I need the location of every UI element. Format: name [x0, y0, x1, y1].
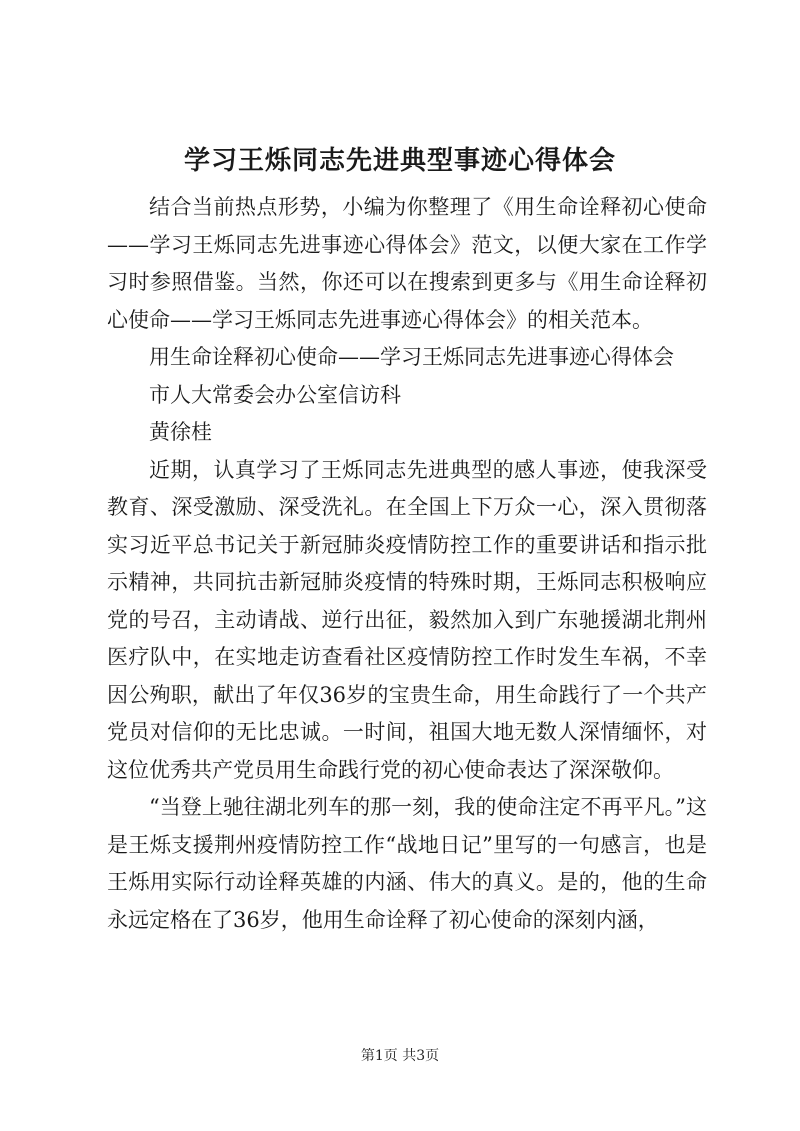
- document-title: 学习王烁同志先进典型事迹心得体会: [183, 146, 616, 176]
- paragraph-subtitle: 用生命诠释初心使命——学习王烁同志先进事迹心得体会: [149, 345, 674, 369]
- document-body: [107, 189, 707, 939]
- paragraph-department: 市人大常委会办公室信访科: [149, 382, 401, 407]
- paragraph-author: 黄徐桂: [149, 420, 212, 444]
- paragraph-intro: 结合当前热点形势，小编为你整理了《用生命诠释初心使命——学习王烁同志先进事迹心得体会》范文，以便大家在工作学习时参照借鉴。当然，你还可以在搜索到更多与《用生命诠释初心使命——学习王烁同志先进事迹心得体会》的相关范本。: [107, 195, 707, 332]
- paragraph-main-2: “当登上驰往湖北列车的那一刻，我的使命注定不再平凡。”这是王烁支援荆州疫情防控工作“战地日记”里写的一句感言，也是王烁用实际行动诠释英雄的内涵、伟大的真义。是的，他的生命永远定格在了36岁，他用生命诠释了初心使命的深刻内涵，: [107, 795, 707, 932]
- paragraph-main-1: 近期，认真学习了王烁同志先进典型的感人事迹，使我深受教育、深受激励、深受洗礼。在全国上下万众一心，深入贯彻落实习近平总书记关于新冠肺炎疫情防控工作的重要讲话和指示批示精神，共同抗击新冠肺炎疫情的特殊时期，王烁同志积极响应党的号召，主动请战、逆行出征，毅然加入到广东驰援湖北荆州医疗队中，在实地走访查看社区疫情防控工作时发生车祸，不幸因公殉职，献出了年仅36岁的宝贵生命，用生命践行了一个共产党员对信仰的无比忠诚。一时间，祖国大地无数人深情缅怀，对这位优秀共产党员用生命践行党的初心使命表达了深深敬仰。: [107, 457, 707, 782]
- page-footer: 第1页 共3页: [360, 1048, 440, 1064]
